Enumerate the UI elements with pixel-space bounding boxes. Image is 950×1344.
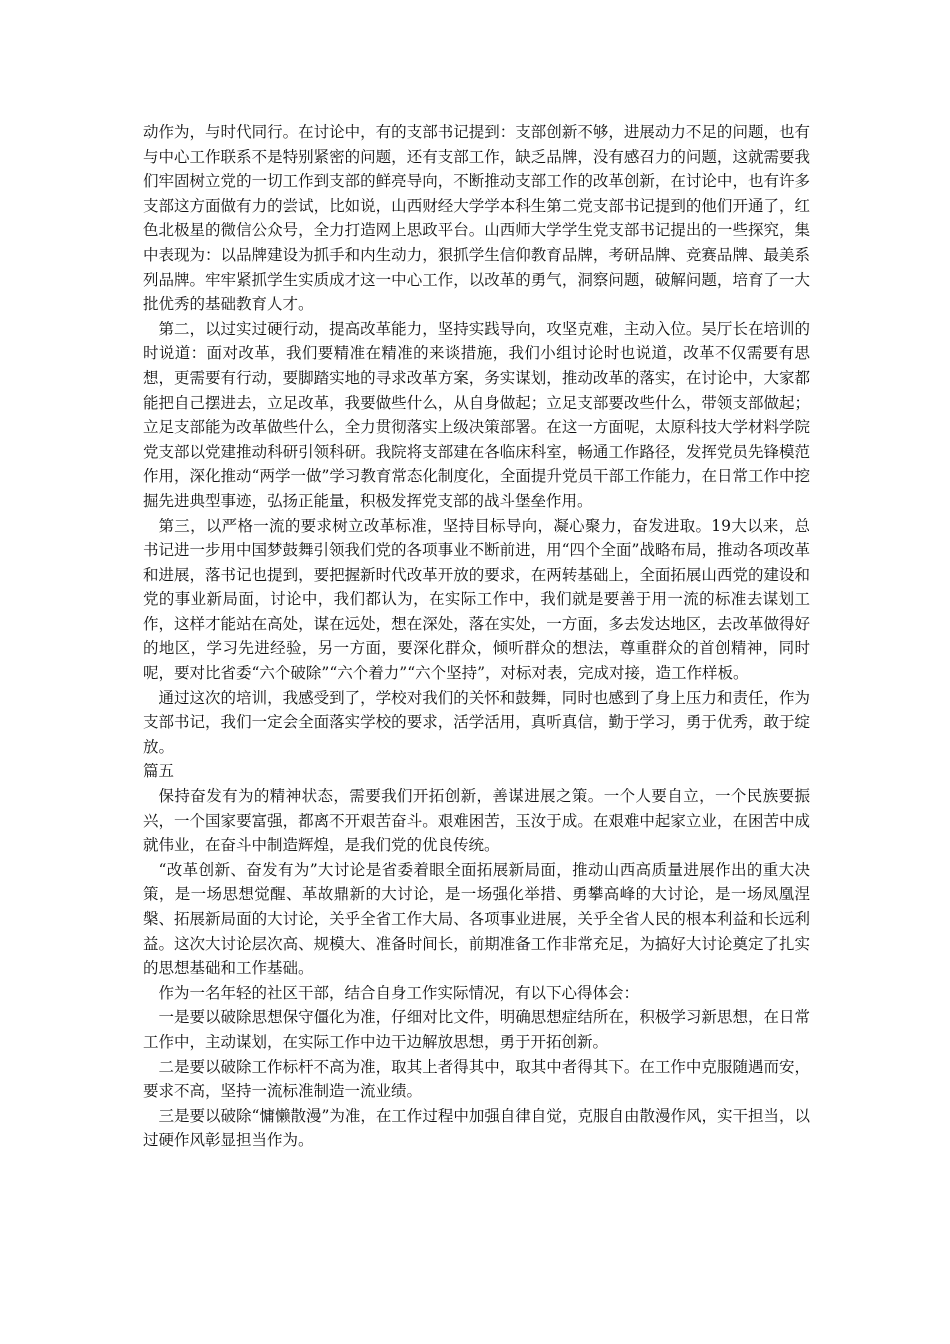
- paragraph-discussion: “改革创新、奋发有为”大讨论是省委着眼全面拓展新局面，推动山西高质量进展作出的重大决策，是一场思想觉醒、革故鼎新的大讨论，是一场强化举措、勇攀高峰的大讨论，是一场凤凰涅槃、拓展新局面的大讨论，关乎全省工作大局、各项事业进展，关乎全省人民的根本利益和长远利益。这次大讨论层次高、规模大、准备时间长，前期准备工作非常充足，为搞好大讨论奠定了扎实的思想基础和工作基础。: [143, 860, 810, 978]
- paragraph-experience-lead: 作为一名年轻的社区干部，结合自身工作实际情况，有以下心得体会：: [158, 983, 640, 1002]
- section-heading: 篇五: [143, 762, 175, 781]
- paragraph-training-summary: 通过这次的培训，我感受到了，学校对我们的关怀和鼓舞，同时也感到了身上压力和责任，作为支部书记，我们一定会全面落实学校的要求，活学活用，真听真信，勤于学习，勇于优秀，敢于绽放。: [143, 688, 810, 756]
- document-body: [143, 120, 810, 1153]
- paragraph-point-three: 三是要以破除“慵懒散漫”为准，在工作过程中加强自律自觉，克服自由散漫作风，实干担当，以过硬作风彰显担当作为。: [143, 1106, 810, 1150]
- paragraph-continuation: 动作为，与时代同行。在讨论中，有的支部书记提到：支部创新不够，进展动力不足的问题，也有与中心工作联系不是特别紧密的问题，还有支部工作，缺乏品牌，没有感召力的问题，这就需要我们牢固树立党的一切工作到支部的鲜亮导向，不断推动支部工作的改革创新，在讨论中，也有许多支部这方面做有力的尝试，比如说，山西财经大学学本科生第二党支部书记提到的他们开通了，红色北极星的微信公众号，全力打造网上思政平台。山西师大学学生党支部书记提出的一些探究，集中表现为：以品牌建设为抓手和内生动力，狠抓学生信仰教育品牌，考研品牌、竞赛品牌、最美系列品牌。牢牢紧抓学生实质成才这一中心工作，以改革的勇气，洞察问题，破解问题，培育了一大批优秀的基础教育人才。: [143, 123, 810, 314]
- paragraph-point-two: 二是要以破除工作标杆不高为准，取其上者得其中，取其中者得其下。在工作中克服随遇而安，要求不高，坚持一流标准制造一流业绩。: [143, 1057, 810, 1101]
- paragraph-intro: 保持奋发有为的精神状态，需要我们开拓创新，善谋进展之策。一个人要自立，一个民族要振兴，一个国家要富强，都离不开艰苦奋斗。艰难困苦，玉汝于成。在艰难中起家立业，在困苦中成就伟业，在奋斗中制造辉煌，是我们党的优良传统。: [143, 787, 810, 855]
- paragraph-point-one: 一是要以破除思想保守僵化为准，仔细对比文件，明确思想症结所在，积极学习新思想，在日常工作中，主动谋划，在实际工作中边干边解放思想，勇于开拓创新。: [143, 1008, 810, 1051]
- paragraph-second-point: 第二，以过实过硬行动，提高改革能力，坚持实践导向，攻坚克难，主动入位。吴厅长在培训的时说道：面对改革，我们要精准在精准的来谈措施，我们小组讨论时也说道，改革不仅需要有思想，更需要有行动，要脚踏实地的寻求改革方案，务实谋划，推动改革的落实，在讨论中，大家都能把自己摆进去，立足改革，我要做些什么，从自身做起；立足支部要改些什么，带领支部做起；立足支部能为改革做些什么，全力贯彻落实上级决策部署。在这一方面呢，太原科技大学材料学院党支部以党建推动科研引领科研。我院将支部建在各临床科室，畅通工作路径，发挥党员先锋模范作用，深化推动“两学一做”学习教育常态化制度化，全面提升党员干部工作能力，在日常工作中挖掘先进典型事迹，弘扬正能量，积极发挥党支部的战斗堡垒作用。: [143, 319, 810, 510]
- paragraph-third-point: 第三，以严格一流的要求树立改革标准，坚持目标导向，凝心聚力，奋发进取。19大以来，总书记进一步用中国梦鼓舞引领我们党的各项事业不断前进，用“四个全面”战略布局，推动各项改革和进展，落书记也提到，要把握新时代改革开放的要求，在两转基础上，全面拓展山西党的建设和党的事业新局面，讨论中，我们都认为，在实际工作中，我们就是要善于用一流的标准去谋划工作，这样才能站在高处，谋在远处，想在深处，落在实处，一方面，多去发达地区，去改革做得好的地区，学习先进经验，另一方面，要深化群众，倾听群众的想法，尊重群众的首创精神，同时呢，要对比省委“六个破除”“六个着力”“六个坚持”，对标对表，完成对接，造工作样板。: [143, 516, 810, 683]
